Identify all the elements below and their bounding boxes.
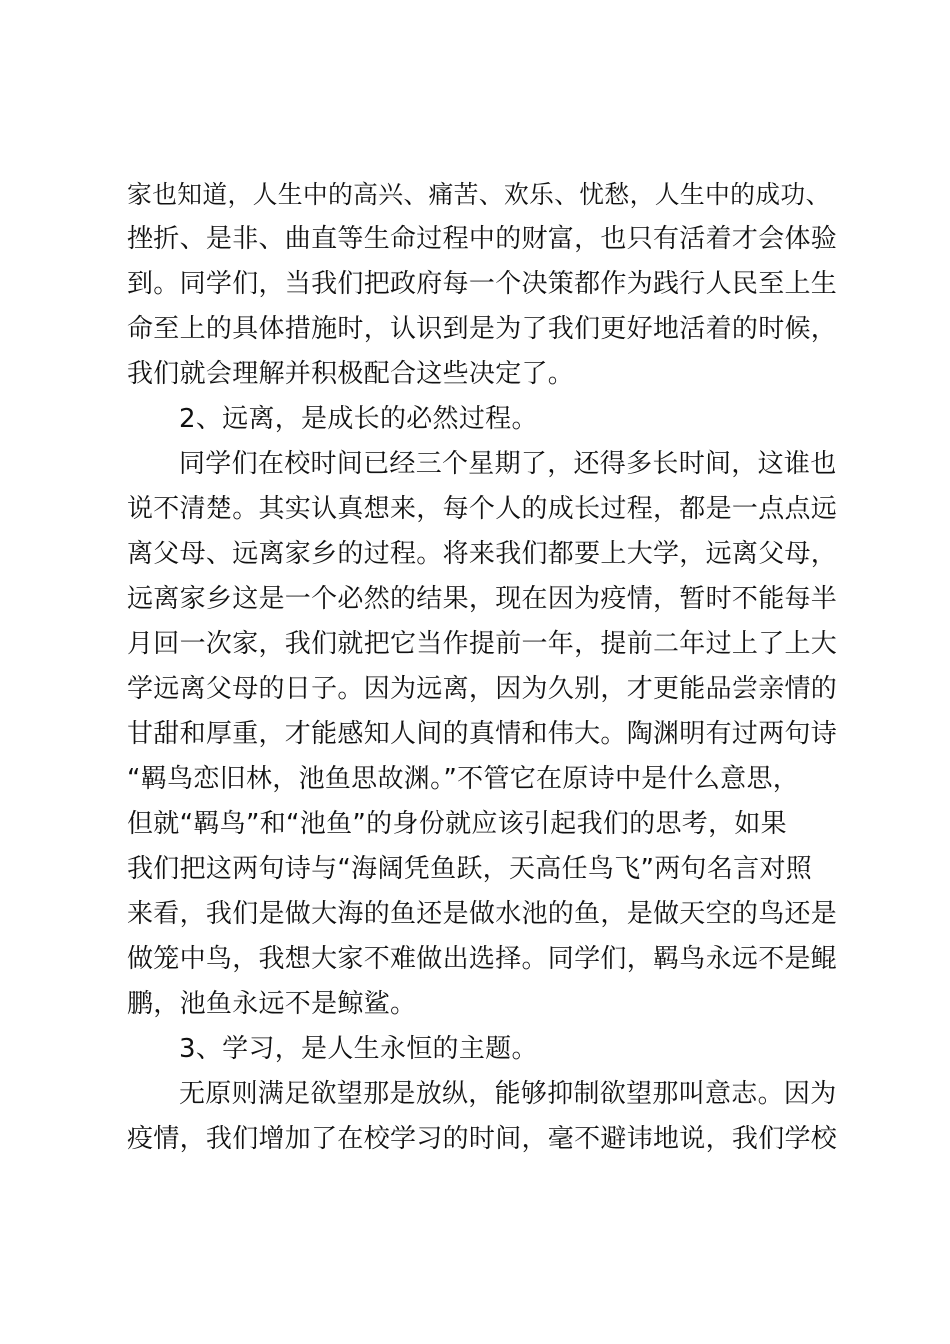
text-line: 来看，我们是做大海的鱼还是做水池的鱼，是做天空的鸟还是 (127, 899, 838, 929)
text-line: 学远离父母的日子。因为远离，因为久别，才更能品尝亲情的 (127, 674, 838, 704)
text-line: “羁鸟恋旧林，池鱼思故渊。”不管它在原诗中是什么意思， (127, 764, 800, 794)
text-line: 说不清楚。其实认真想来，每个人的成长过程，都是一点点远 (127, 494, 838, 524)
text-line: 远离家乡这是一个必然的结果，现在因为疫情，暂时不能每半 (127, 584, 838, 614)
text-line: 无原则满足欲望那是放纵，能够抑制欲望那叫意志。因为 (179, 1079, 837, 1109)
text-line: 挫折、是非、曲直等生命过程中的财富，也只有活着才会体验 (127, 224, 838, 254)
text-line: 命至上的具体措施时，认识到是为了我们更好地活着的时候， (127, 314, 838, 344)
text-line: 月回一次家，我们就把它当作提前一年，提前二年过上了上大 (127, 629, 838, 659)
document-body (127, 172, 837, 1162)
text-line: 鹏，池鱼永远不是鲸鲨。 (127, 989, 417, 1019)
text-line: 我们就会理解并积极配合这些决定了。 (127, 359, 575, 389)
text-line: 到。同学们，当我们把政府每一个决策都作为践行人民至上生 (127, 269, 838, 299)
text-line: 家也知道，人生中的高兴、痛苦、欢乐、忧愁，人生中的成功、 (127, 180, 831, 209)
text-line: 我们把这两句诗与“海阔凭鱼跃，天高任鸟飞”两句名言对照 (127, 854, 813, 884)
section-heading: 3、学习，是人生永恒的主题。 (179, 1034, 538, 1064)
text-line: 做笼中鸟，我想大家不难做出选择。同学们，羁鸟永远不是鲲 (127, 944, 838, 974)
text-line: 疫情，我们增加了在校学习的时间，毫不避讳地说，我们学校 (127, 1124, 838, 1154)
text-line: 甘甜和厚重，才能感知人间的真情和伟大。陶渊明有过两句诗 (127, 719, 838, 749)
text-line: 同学们在校时间已经三个星期了，还得多长时间，这谁也 (179, 449, 837, 479)
text-line: 但就“羁鸟”和“池鱼”的身份就应该引起我们的思考，如果 (127, 809, 787, 839)
section-heading: 2、远离，是成长的必然过程。 (179, 404, 538, 434)
text-line: 离父母、远离家乡的过程。将来我们都要上大学，远离父母， (127, 539, 838, 569)
